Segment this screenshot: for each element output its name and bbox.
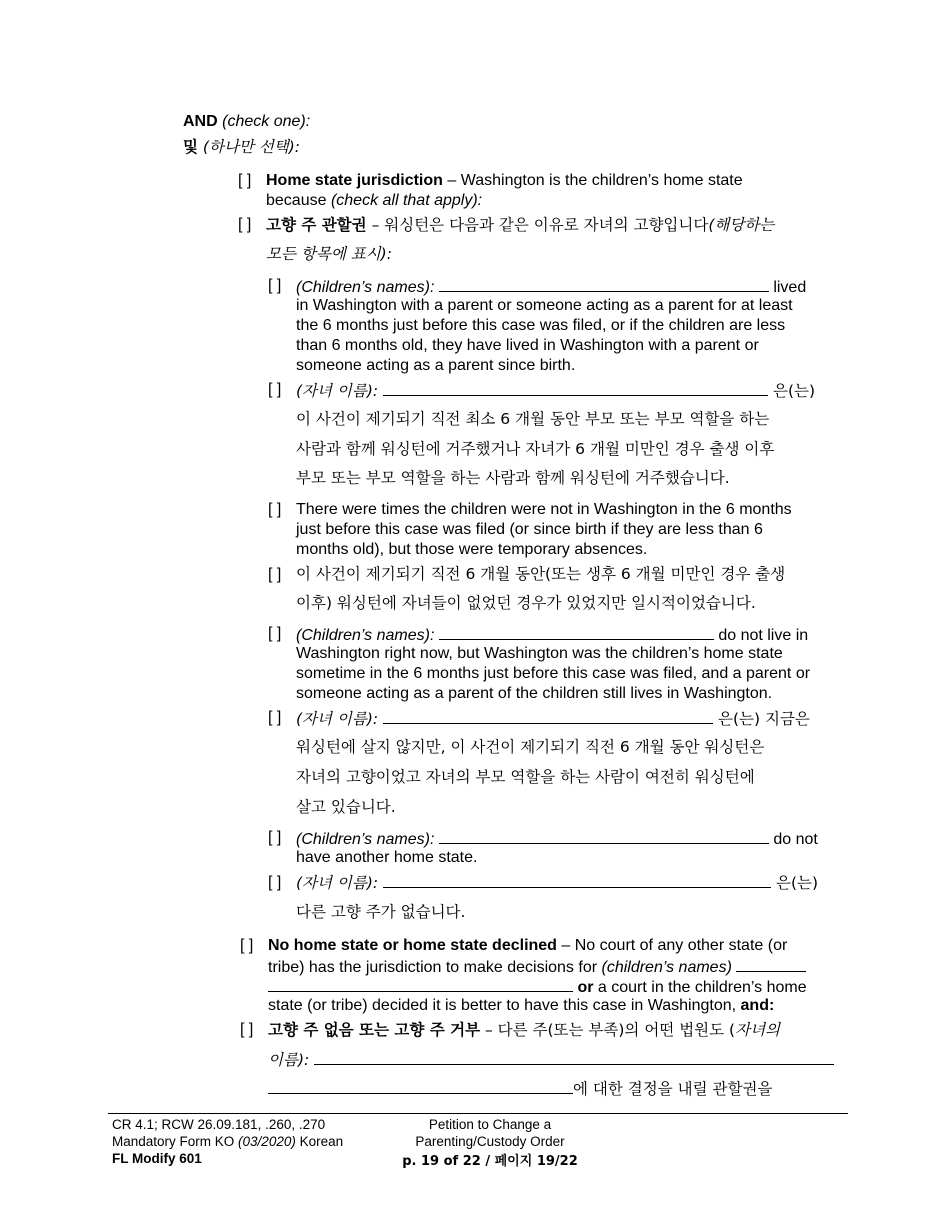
opt4-checkbox[interactable]: [ ] <box>268 829 282 846</box>
no-home-line2-ko <box>268 1049 834 1070</box>
and-heading-ko <box>183 137 300 157</box>
opt4-line0 <box>296 828 818 850</box>
home-state-text-ko: – 워싱턴은 다음과 같은 이유로 자녀의 고향입니다 <box>366 216 709 234</box>
footer-title-line2: Parenting/Custody Order <box>415 1134 565 1149</box>
opt3-after: do not live in <box>713 627 809 644</box>
opt1-line3: than 6 months old, they have lived in Washington with a parent or <box>296 337 759 354</box>
opt4-after-ko: 은(는) <box>776 874 819 892</box>
opt2-line1-ko: 이 사건이 제기되기 직전 6 개월 동안(또는 생후 6 개월 미만인 경우 출생 <box>296 565 786 583</box>
no-home-line1 <box>268 936 787 956</box>
home-state-checkbox-ko[interactable]: [ ] <box>238 216 252 233</box>
opt4-label: (Children’s names): <box>296 831 435 848</box>
opt1-line0-ko <box>296 380 815 401</box>
opt2-line1: There were times the children were not in Washington in the 6 months <box>296 501 792 518</box>
and-label: AND <box>183 113 218 130</box>
opt1-line1-ko: 이 사건이 제기되기 직전 최소 6 개월 동안 부모 또는 부모 역할을 하는 <box>296 410 770 428</box>
opt1-line1: in Washington with a parent or someone acting as a parent for at least <box>296 297 793 314</box>
footer-form-date: (03/2020) <box>238 1134 296 1149</box>
opt2-checkbox-ko[interactable]: [ ] <box>268 566 282 583</box>
footer-title-line1: Petition to Change a <box>428 1117 552 1132</box>
no-home-title-ko: 고향 주 없음 또는 고향 주 거부 <box>268 1021 481 1039</box>
footer-page-number: p. 19 of 22 / 페이지 19/22 <box>402 1154 578 1169</box>
and-heading <box>183 112 310 132</box>
no-home-title: No home state or home state declined <box>268 937 557 954</box>
opt2-line2-ko: 이후) 워싱턴에 자녀들이 없었던 경우가 있었지만 일시적이었습니다. <box>296 594 756 612</box>
opt4-names-field[interactable] <box>439 828 769 844</box>
opt3-names-field[interactable] <box>439 624 714 640</box>
no-home-note-ko1: 자녀의 <box>735 1021 781 1039</box>
opt1-after: lived <box>768 279 807 296</box>
opt1-after-ko: 은(는) <box>773 382 816 400</box>
footer-form-lang: Korean <box>295 1134 344 1149</box>
opt4-checkbox-ko[interactable]: [ ] <box>268 874 282 891</box>
opt4-label-ko: (자녀 이름): <box>296 874 379 892</box>
no-home-line2 <box>268 956 806 978</box>
opt1-label-ko: (자녀 이름): <box>296 382 379 400</box>
opt3-after-ko: 은(는) 지금은 <box>718 710 810 728</box>
no-home-text1: – No court of any other state (or <box>556 937 788 954</box>
footer-left-line1: CR 4.1; RCW 26.09.181, .260, .270 <box>112 1117 326 1132</box>
opt1-line0 <box>296 276 806 298</box>
opt2-line2: just before this case was filed (or since birth if they are less than 6 <box>296 521 763 538</box>
opt4-line0-ko <box>296 872 818 893</box>
no-home-text3: a court in the children’s home <box>593 979 807 996</box>
no-home-line4 <box>268 996 774 1016</box>
no-home-text2: tribe) has the jurisdiction to make decisions for <box>268 959 602 976</box>
no-home-line1-ko <box>268 1020 780 1040</box>
opt3-line2: sometime in the 6 months just before this case was filed, and a parent or <box>296 665 811 682</box>
footer-left-line2 <box>112 1133 343 1150</box>
opt3-line3: someone acting as a parent of the children still lives in Washington. <box>296 685 773 702</box>
opt3-line2-ko: 자녀의 고향이었고 자녀의 부모 역할을 하는 사람이 여전히 워싱턴에 <box>296 768 755 786</box>
opt1-line2: the 6 months just before this case was filed, or if the children are less <box>296 317 786 334</box>
footer-form-label: Mandatory Form KO <box>112 1134 239 1149</box>
home-state-title: Home state jurisdiction <box>266 172 443 189</box>
and-note-ko: (하나만 선택): <box>202 138 301 156</box>
no-home-note-ko2: 이름): <box>268 1051 310 1069</box>
opt1-line3-ko: 부모 또는 부모 역할을 하는 사람과 함께 워싱턴에 거주했습니다. <box>296 469 730 487</box>
no-home-line3 <box>268 976 807 998</box>
no-home-text4: state (or tribe) decided it is better to have this case in Washington, <box>268 997 741 1014</box>
opt3-label: (Children’s names): <box>296 627 435 644</box>
opt2-checkbox[interactable]: [ ] <box>268 501 282 518</box>
no-home-names-field-2[interactable] <box>268 976 573 992</box>
opt3-label-ko: (자녀 이름): <box>296 710 379 728</box>
no-home-text-ko1: – 다른 주(또는 부족)의 어떤 법원도 ( <box>480 1021 736 1039</box>
opt3-checkbox[interactable]: [ ] <box>268 625 282 642</box>
opt1-names-field-ko[interactable] <box>383 380 768 396</box>
home-state-text2: because <box>266 192 331 209</box>
no-home-line3-ko <box>268 1078 772 1099</box>
and-note: (check one): <box>222 113 311 130</box>
home-state-note-ko2: 모든 항목에 표시): <box>266 245 392 263</box>
opt3-checkbox-ko[interactable]: [ ] <box>268 709 282 726</box>
opt1-checkbox[interactable]: [ ] <box>268 277 282 294</box>
opt4-names-field-ko[interactable] <box>383 872 771 888</box>
home-state-line1-ko <box>266 215 774 235</box>
opt3-line1-ko: 워싱턴에 살지 않지만, 이 사건이 제기되기 직전 6 개월 동안 워싱턴은 <box>296 738 765 756</box>
and-label-ko: 및 <box>183 138 198 156</box>
home-state-note: (check all that apply): <box>330 192 483 209</box>
no-home-names-field-1[interactable] <box>736 956 806 972</box>
opt1-line4: someone acting as a parent since birth. <box>296 357 576 374</box>
no-home-names-field-ko1[interactable] <box>314 1049 834 1065</box>
no-home-and: and: <box>740 997 775 1014</box>
home-state-line2 <box>266 191 482 211</box>
opt1-names-field[interactable] <box>439 276 769 292</box>
footer-rule <box>108 1113 848 1114</box>
opt3-line0-ko <box>296 708 810 729</box>
no-home-names-field-ko2[interactable] <box>268 1078 573 1094</box>
home-state-checkbox[interactable]: [ ] <box>238 172 252 189</box>
opt2-line3: months old), but those were temporary absences. <box>296 541 648 558</box>
no-home-note: (children’s names) <box>601 959 732 976</box>
footer-form-id: FL Modify 601 <box>112 1151 202 1166</box>
opt3-names-field-ko[interactable] <box>383 708 713 724</box>
opt4-line1: have another home state. <box>296 849 478 866</box>
no-home-or: or <box>577 979 594 996</box>
opt3-line0 <box>296 624 808 646</box>
opt3-line1: Washington right now, but Washington was the children’s home state <box>296 645 783 662</box>
opt1-line2-ko: 사람과 함께 워싱턴에 거주했거나 자녀가 6 개월 미만인 경우 출생 이후 <box>296 440 775 458</box>
home-state-line1 <box>266 171 743 191</box>
opt4-line1-ko: 다른 고향 주가 없습니다. <box>296 903 466 921</box>
no-home-text-ko3: 에 대한 결정을 내릴 관할권을 <box>573 1080 773 1098</box>
opt1-checkbox-ko[interactable]: [ ] <box>268 381 282 398</box>
home-state-note-ko1: (해당하는 <box>708 216 775 234</box>
opt4-after: do not <box>768 831 818 848</box>
home-state-title-ko: 고향 주 관할권 <box>266 216 367 234</box>
home-state-text1: – Washington is the children’s home state <box>442 172 743 189</box>
no-home-checkbox[interactable]: [ ] <box>240 937 254 954</box>
no-home-checkbox-ko[interactable]: [ ] <box>240 1021 254 1038</box>
opt3-line3-ko: 살고 있습니다. <box>296 798 396 816</box>
opt1-label: (Children’s names): <box>296 279 435 296</box>
